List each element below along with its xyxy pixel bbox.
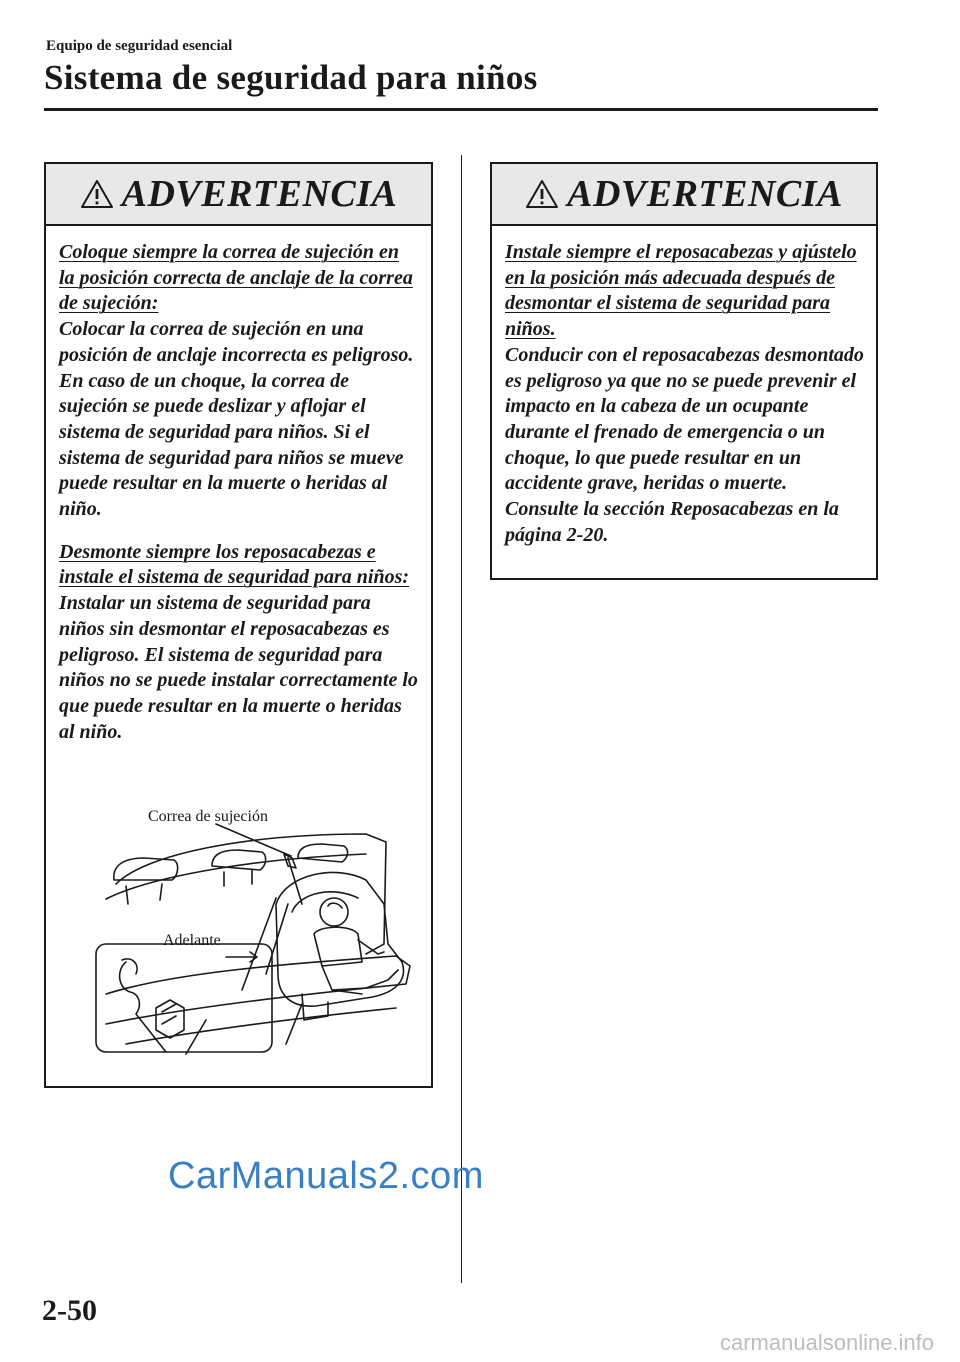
warning-triangle-icon [80,179,114,209]
tether-label: Correa de sujeción [148,808,268,825]
warning-triangle-icon [525,179,559,209]
watermark-logo: CarManuals2.com [168,1155,484,1197]
front-label: Adelante [163,932,221,949]
warning-body [492,226,876,548]
warning-lead: Instale siempre el reposacabezas y ajústelo en la posición más adecuada después de desmontar el sistema de seguridad para niños. [505,241,857,341]
warning-paragraph [59,540,419,746]
warning-lead: Coloque siempre la correa de sujeción en la posición correcta de anclaje de la correa de sujeción: [59,241,413,315]
warning-text: Colocar la correa de sujeción en una posición de anclaje incorrecta es peligroso. En caso de un choque, la correa de sujeción se puede deslizar y aflojar el sistema de seguridad para niños. Si el sistema de seguridad para niños se mueve puede resultar en la muerte o heridas al niño. [59,318,414,521]
warning-paragraph [505,240,864,548]
warning-title: ADVERTENCIA [567,173,843,215]
title-rule [44,108,878,111]
page-number: 2-50 [42,1294,97,1327]
warning-box-headrest [490,162,878,580]
warning-box-tether [44,162,433,1088]
warning-header [46,164,431,226]
section-label: Equipo de seguridad esencial [46,38,233,54]
warning-lead: Desmonte siempre los reposacabezas e instale el sistema de seguridad para niños: [59,540,410,589]
column-divider [461,155,462,1283]
warning-header [492,164,876,226]
warning-text: Instalar un sistema de seguridad para niños sin desmontar el reposacabezas es peligroso. El sistema de seguridad para niños no se puede instalar correctamente lo que puede resultar en la muerte o heridas al niño. [59,592,418,743]
child-seat-drawing [66,794,416,1064]
page-title: Sistema de seguridad para niños [44,58,538,97]
child-seat-illustration [66,794,416,1064]
warning-paragraph [59,240,419,523]
warning-title: ADVERTENCIA [121,173,398,215]
warning-text: Conducir con el reposacabezas desmontado es peligroso ya que no se puede prevenir el impacto en la cabeza de un ocupante durante el frenado de emergencia o un choque, lo que puede resultar en un accidente grave, heridas o muerte. Consulte la sección Reposacabezas en la página 2-20. [505,343,864,546]
site-watermark: carmanualsonline.info [720,1330,935,1355]
warning-body [46,226,431,745]
